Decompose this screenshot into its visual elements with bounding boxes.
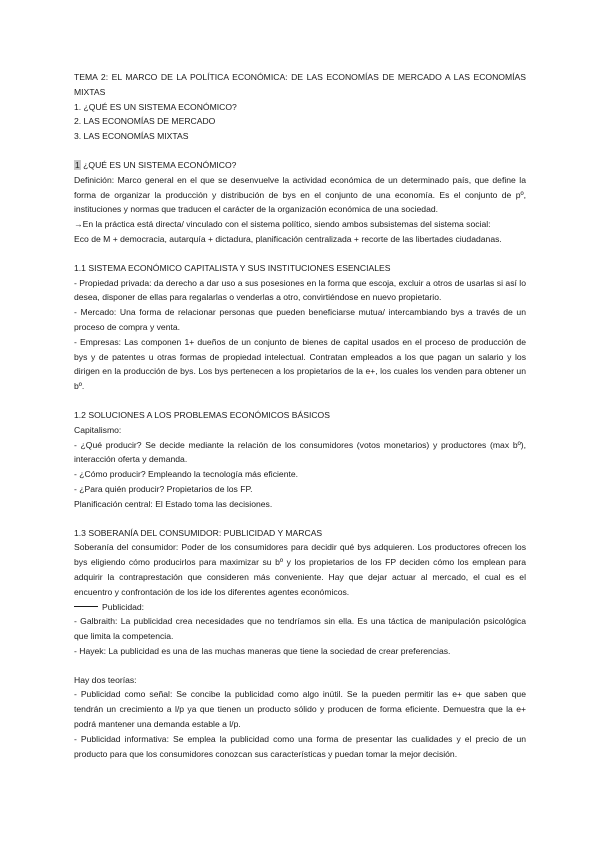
document-title: TEMA 2: EL MARCO DE LA POLÍTICA ECONÓMICA: DE LAS ECONOMÍAS DE MERCADO A LAS ECONOMÍAS MIXTAS [74, 72, 526, 97]
section-1-title: ¿QUÉ ES UN SISTEMA ECONÓMICO? [80, 159, 237, 170]
list-item: - Hayek: La publicidad es una de las muchas maneras que tiene la sociedad de crear preferencias. [74, 645, 451, 656]
section-heading: 1.3 SOBERANÍA DEL CONSUMIDOR: PUBLICIDAD Y MARCAS [74, 527, 323, 538]
teorias-heading: Hay dos teorías: [74, 674, 137, 685]
toc-item: 1. ¿QUÉ ES UN SISTEMA ECONÓMICO? [74, 101, 237, 112]
list-item: - ¿Para quién producir? Propietarios de los FP. [74, 483, 253, 494]
list-item: - ¿Qué producir? Se decide mediante la relación de los consumidores (votos monetarios) y productores (max bº), interacción oferta y demanda. [74, 439, 526, 465]
list-item: - Publicidad informativa: Se emplea la publicidad como una forma de presentar las cualidades y el precio de un producto para que los consumidores conozcan sus características y puedan tomar la mejor decisión. [74, 733, 526, 759]
spacer [74, 659, 526, 673]
soberania-paragraph: Soberanía del consumidor: Poder de los consumidores para decidir qué bys adquieren. Los productores ofrecen los bys eligiendo cómo producirlos para maximizar su bº y los propietarios de los FP deciden cómo los emplean para adquirir la contraprestación que consideren más conveniente. Hay que dejar actuar al mercado, el cual es el encuentro y confrontación de los ide los diferentes agentes económicos. [74, 542, 526, 597]
section-1-2 [74, 408, 526, 512]
list-item: - ¿Cómo producir? Empleando la tecnología más eficiente. [74, 469, 299, 480]
publicidad-label: Publicidad: [102, 601, 145, 612]
list-item: - Publicidad como señal: Se concibe la publicidad como algo inútil. Se la pueden permitir las e+ que saben que tendrán un crecimiento a l/p ya que tienen un producto sólido y producen de forma eficiente. Demuestra que la e+ podrá mantener una demanda estable a l/p. [74, 689, 526, 730]
section-heading: 1.2 SOLUCIONES A LOS PROBLEMAS ECONÓMICOS BÁSICOS [74, 409, 330, 420]
dash-rule [74, 606, 98, 607]
section-heading: 1.1 SISTEMA ECONÓMICO CAPITALISTA Y SUS INSTITUCIONES ESENCIALES [74, 262, 391, 273]
toc-item: 3. LAS ECONOMÍAS MIXTAS [74, 131, 189, 142]
list-item: - Empresas: Las componen 1+ dueños de un conjunto de bienes de capital usados en el proceso de producción de bys y de patentes u otras formas de propiedad intelectual. Contratan empleados a los que pagan un salario y los dirigen en la producción de bys. Los bys pertenecen a los propietarios de la e+, los cuales los venden para obtener un bº. [74, 336, 526, 392]
list-item: - Mercado: Una forma de relacionar personas que pueden beneficiarse mutua/ intercambiando bys a través de un proceso de compra y venta. [74, 307, 526, 332]
planificacion-line: Planificación central: El Estado toma las decisiones. [74, 498, 273, 509]
eco-examples: Eco de M + democracia, autarquía + dictadura, planificación centralizada + recorte de las libertades ciudadanas. [74, 233, 502, 244]
definition-paragraph: Definición: Marco general en el que se desenvuelve la actividad económica de un determinado país, que define la forma de organizar la producción y distribución de bys en el conjunto de una economía. Es el conjunto de pº, instituciones y normas que traducen el carácter de la organización económica de una sociedad. [74, 174, 526, 215]
section-number-highlight: 1 [75, 159, 80, 170]
toc-item: 2. LAS ECONOMÍAS DE MERCADO [74, 116, 216, 127]
arrow-note: →En la práctica está directa/ vinculado con el sistema político, siendo ambos subsistemas del sistema social: [74, 219, 491, 230]
list-item: - Propiedad privada: da derecho a dar uso a sus posesiones en la forma que escoja, excluir a otros de usarlas si así lo desea, disponer de ellas para regalarlas o venderlas a otro, convirtiéndose en nuevo propietario. [74, 277, 526, 303]
section-1-heading [74, 158, 526, 173]
list-item: - Galbraith: La publicidad crea necesidades que no tendríamos sin ella. Es una táctica de manipulación psicológica que limita la competencia. [74, 616, 526, 642]
section-1 [74, 158, 526, 247]
section-1-3 [74, 526, 526, 762]
subheading: Capitalismo: [74, 424, 122, 435]
section-1-1 [74, 261, 526, 394]
publicidad-heading [74, 600, 526, 615]
